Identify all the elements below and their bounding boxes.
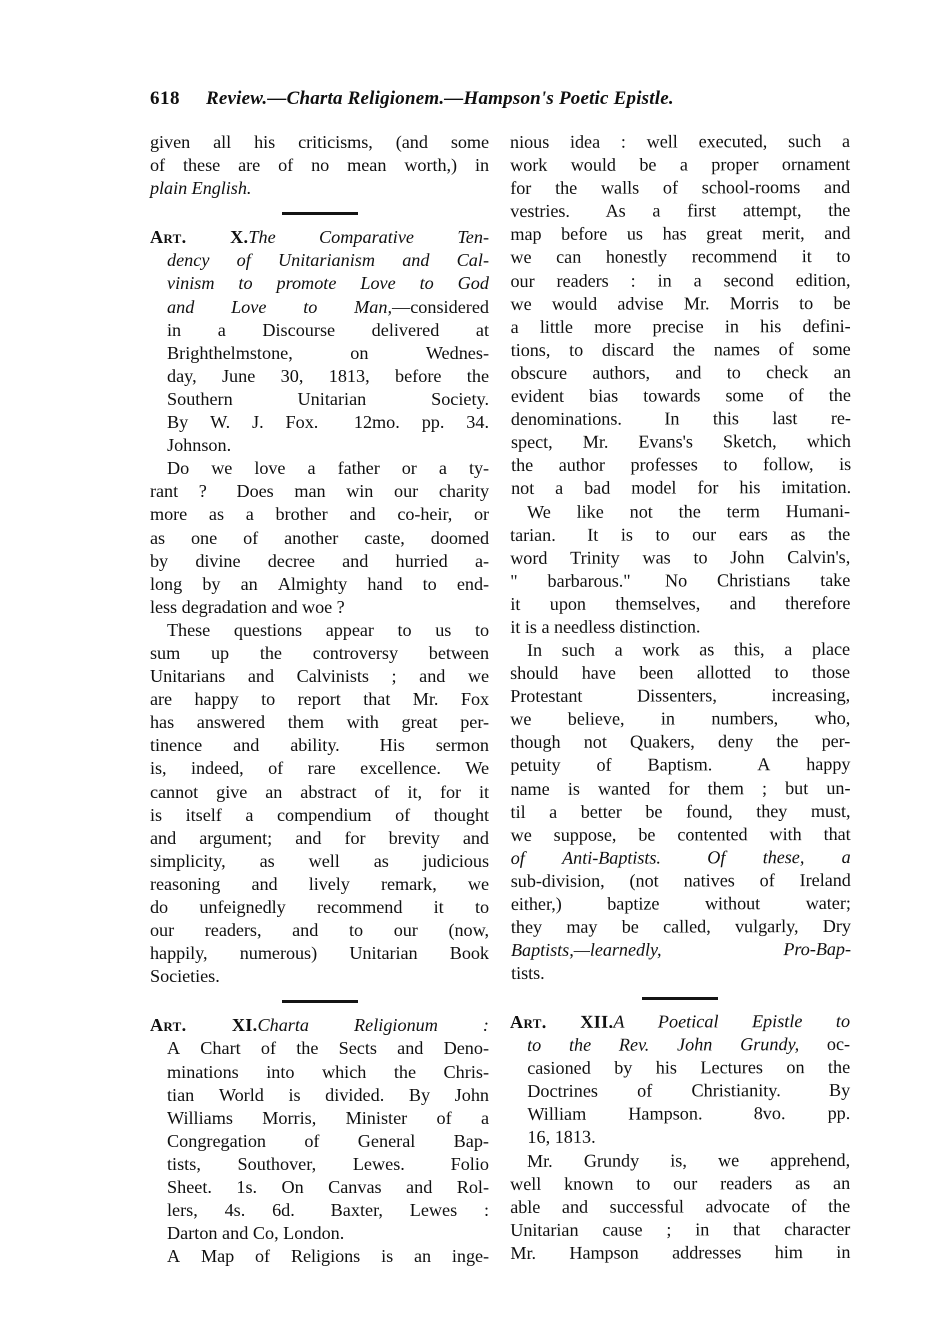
text-line: denominations. In this last re-: [510, 408, 851, 430]
text-line: William Hampson. 8vo. pp.: [527, 1103, 851, 1125]
right-column: [510, 131, 850, 1268]
text-line: happily, numerous) Unitarian Book: [150, 943, 489, 964]
text-line: has answered them with great per-: [150, 712, 489, 733]
text-line: casioned by his Lectures on the: [527, 1057, 851, 1079]
text-line: it upon themselves, and therefore: [510, 592, 851, 614]
section-rule-3: [510, 985, 850, 1011]
text-line: our readers, and to our (now,: [150, 920, 489, 941]
text-line: map before us has great merit, and: [510, 223, 851, 245]
section-rule-1: [150, 200, 489, 226]
text-line: given all his criticisms, (and some: [150, 132, 490, 152]
text-line: Art. XII. A Poetical Epistle to: [510, 1011, 851, 1033]
left-paragraph-3: [150, 1245, 489, 1268]
right-paragraph-1: [510, 130, 851, 501]
article-xii-heading: [510, 1010, 850, 1150]
text-line: evident bias towards some of the: [510, 384, 851, 407]
right-paragraph-3: [510, 638, 851, 985]
text-line: is itself a compendium of thought: [150, 804, 490, 825]
text-line: Do we love a father or a ty-: [167, 458, 489, 479]
text-line: Johnson.: [167, 435, 232, 456]
article-x-heading: [150, 226, 489, 457]
text-line: plain English.: [150, 178, 252, 199]
text-line: tists.: [511, 963, 545, 984]
text-line: day, June 30, 1813, before the: [167, 365, 490, 386]
text-line: well known to our readers as an: [510, 1173, 851, 1195]
text-line: of these are of no mean worth,) in: [150, 155, 489, 176]
text-line: Unitarians and Calvinists ; and we: [150, 666, 490, 687]
text-line: either,) baptize without water;: [510, 893, 851, 915]
text-line: sub-division, (not natives of Ireland: [510, 869, 851, 891]
text-line: work would be a proper ornament: [510, 154, 851, 176]
text-line: dency of Unitarianism and Cal-: [167, 250, 490, 271]
text-line: By W. J. Fox. 12mo. pp. 34.: [167, 412, 490, 433]
text-line: lers, 4s. 6d. Baxter, Lewes :: [167, 1200, 490, 1221]
text-line: are happy to report that Mr. Fox: [150, 689, 490, 710]
text-line: by divine decree and hurried a-: [150, 550, 489, 571]
text-line: " barbarous." No Christians take: [510, 569, 851, 591]
text-line: tists, Southover, Lewes. Folio: [167, 1153, 490, 1174]
text-line: we suppose, be contented with that: [510, 823, 851, 845]
text-line: cannot give an abstract of it, for it: [150, 781, 489, 802]
text-line: These questions appear to us to: [167, 619, 489, 640]
text-line: Societies.: [150, 966, 220, 987]
text-line: sum up the controversy between: [150, 642, 490, 663]
text-line: 16, 1813.: [527, 1127, 596, 1148]
text-line: the author professes to follow, is: [511, 454, 852, 476]
text-line: in a Discourse delivered at: [167, 319, 490, 340]
running-head: [150, 88, 810, 110]
text-line: Baptists,—learnedly, Pro-Bap-: [510, 939, 852, 961]
text-line: We like not the term Humani-: [527, 500, 851, 522]
text-line: spect, Mr. Evans's Sketch, which: [510, 431, 851, 453]
text-line: petuity of Baptism. A happy: [510, 754, 851, 776]
text-line: tian World is divided. By John: [167, 1084, 490, 1105]
text-line: for the walls of school-rooms and: [510, 177, 851, 199]
text-line: Art. X. The Comparative Ten-: [150, 227, 490, 248]
text-line: nious idea : well executed, such a: [510, 130, 851, 152]
text-line: rant ? Does man win our charity: [150, 481, 489, 502]
text-line: a little more precise in his defini-: [510, 315, 851, 337]
text-line: we believe, in numbers, who,: [510, 708, 851, 730]
text-line: name is wanted for them ; but un-: [510, 777, 851, 799]
horizontal-rule: [642, 997, 718, 1000]
text-line: less degradation and woe ?: [150, 596, 345, 617]
text-line: vestries. As a first attempt, the: [510, 200, 851, 222]
running-head-title: Review.—Charta Religionem.—Hampson's Poetic Epistle.: [206, 88, 674, 109]
two-column-body: [150, 131, 850, 1268]
text-line: do unfeignedly recommend it to: [150, 897, 490, 917]
text-line: A Map of Religions is an inge-: [167, 1246, 490, 1267]
text-line: Doctrines of Christianity. By: [527, 1080, 851, 1102]
text-line: vinism to promote Love to God: [167, 273, 489, 294]
text-line: Williams Morris, Minister of a: [167, 1107, 490, 1128]
text-line: we can honestly recommend it to: [510, 246, 851, 268]
text-line: Art. XI. Charta Religionum :: [150, 1015, 489, 1036]
text-line: Sheet. 1s. On Canvas and Rol-: [167, 1177, 490, 1198]
text-line: able and successful advocate of the: [510, 1196, 851, 1218]
text-line: Unitarian cause ; in that character: [510, 1219, 851, 1241]
horizontal-rule: [282, 212, 358, 215]
left-column: [150, 131, 489, 1268]
text-line: reasoning and lively remark, we: [150, 873, 490, 894]
text-line: is, indeed, of rare excellence. We: [150, 758, 490, 779]
text-line: simplicity, as well as judicious: [150, 850, 490, 871]
text-line: tions, to discard the names of some: [510, 338, 851, 360]
text-line: Mr. Hampson addresses him in: [510, 1242, 851, 1264]
text-line: it is a needless distinction.: [510, 616, 701, 637]
text-line: Mr. Grundy is, we apprehend,: [527, 1149, 851, 1171]
right-paragraph-2: [510, 499, 850, 639]
section-rule-2: [150, 988, 489, 1014]
text-line: word Trinity was to John Calvin's,: [510, 546, 851, 568]
text-line: more as a brother and co-heir, or: [150, 504, 490, 525]
text-line: though not Quakers, deny the per-: [510, 731, 851, 753]
text-line: Protestant Dissenters, increasing,: [510, 685, 851, 707]
text-line: of Anti-Baptists. Of these, a: [510, 846, 851, 868]
text-line: as one of another caste, doomed: [150, 527, 490, 548]
page-number: 618: [150, 88, 180, 109]
text-line: tinence and ability. His sermon: [150, 735, 489, 756]
text-line: tarian. It is to our ears as the: [510, 523, 851, 545]
text-line: to the Rev. John Grundy, oc-: [527, 1034, 851, 1056]
text-line: Congregation of General Bap-: [167, 1130, 489, 1151]
text-line: should have been allotted to those: [510, 662, 851, 684]
article-xi-heading: [150, 1014, 489, 1245]
text-line: we would advise Mr. Morris to be: [510, 292, 851, 314]
text-line: til a better be found, they must,: [510, 800, 851, 822]
text-line: Darton and Co, London.: [167, 1223, 345, 1244]
text-line: A Chart of the Sects and Deno-: [167, 1038, 490, 1059]
text-line: Southern Unitarian Society.: [167, 388, 490, 409]
text-line: and argument; and for brevity and: [150, 827, 489, 848]
text-line: minations into which the Chris-: [167, 1061, 490, 1082]
text-line: not a bad model for his imitation.: [511, 477, 852, 499]
left-paragraph-1: [150, 457, 489, 619]
text-line: Brighthelmstone, on Wednes-: [167, 342, 490, 363]
text-line: our readers : in a second edition,: [510, 269, 851, 291]
left-paragraph-2: [150, 619, 489, 989]
text-line: and Love to Man, —considered: [167, 296, 489, 317]
right-paragraph-4: [510, 1149, 850, 1266]
text-line: they may be called, vulgarly, Dry: [510, 916, 851, 938]
text-line: obscure authors, and to check an: [510, 361, 851, 383]
text-line: long by an Almighty hand to end-: [150, 573, 489, 594]
left-continued-paragraph: [150, 131, 489, 200]
horizontal-rule: [282, 1000, 358, 1003]
text-line: In such a work as this, a place: [527, 638, 851, 661]
